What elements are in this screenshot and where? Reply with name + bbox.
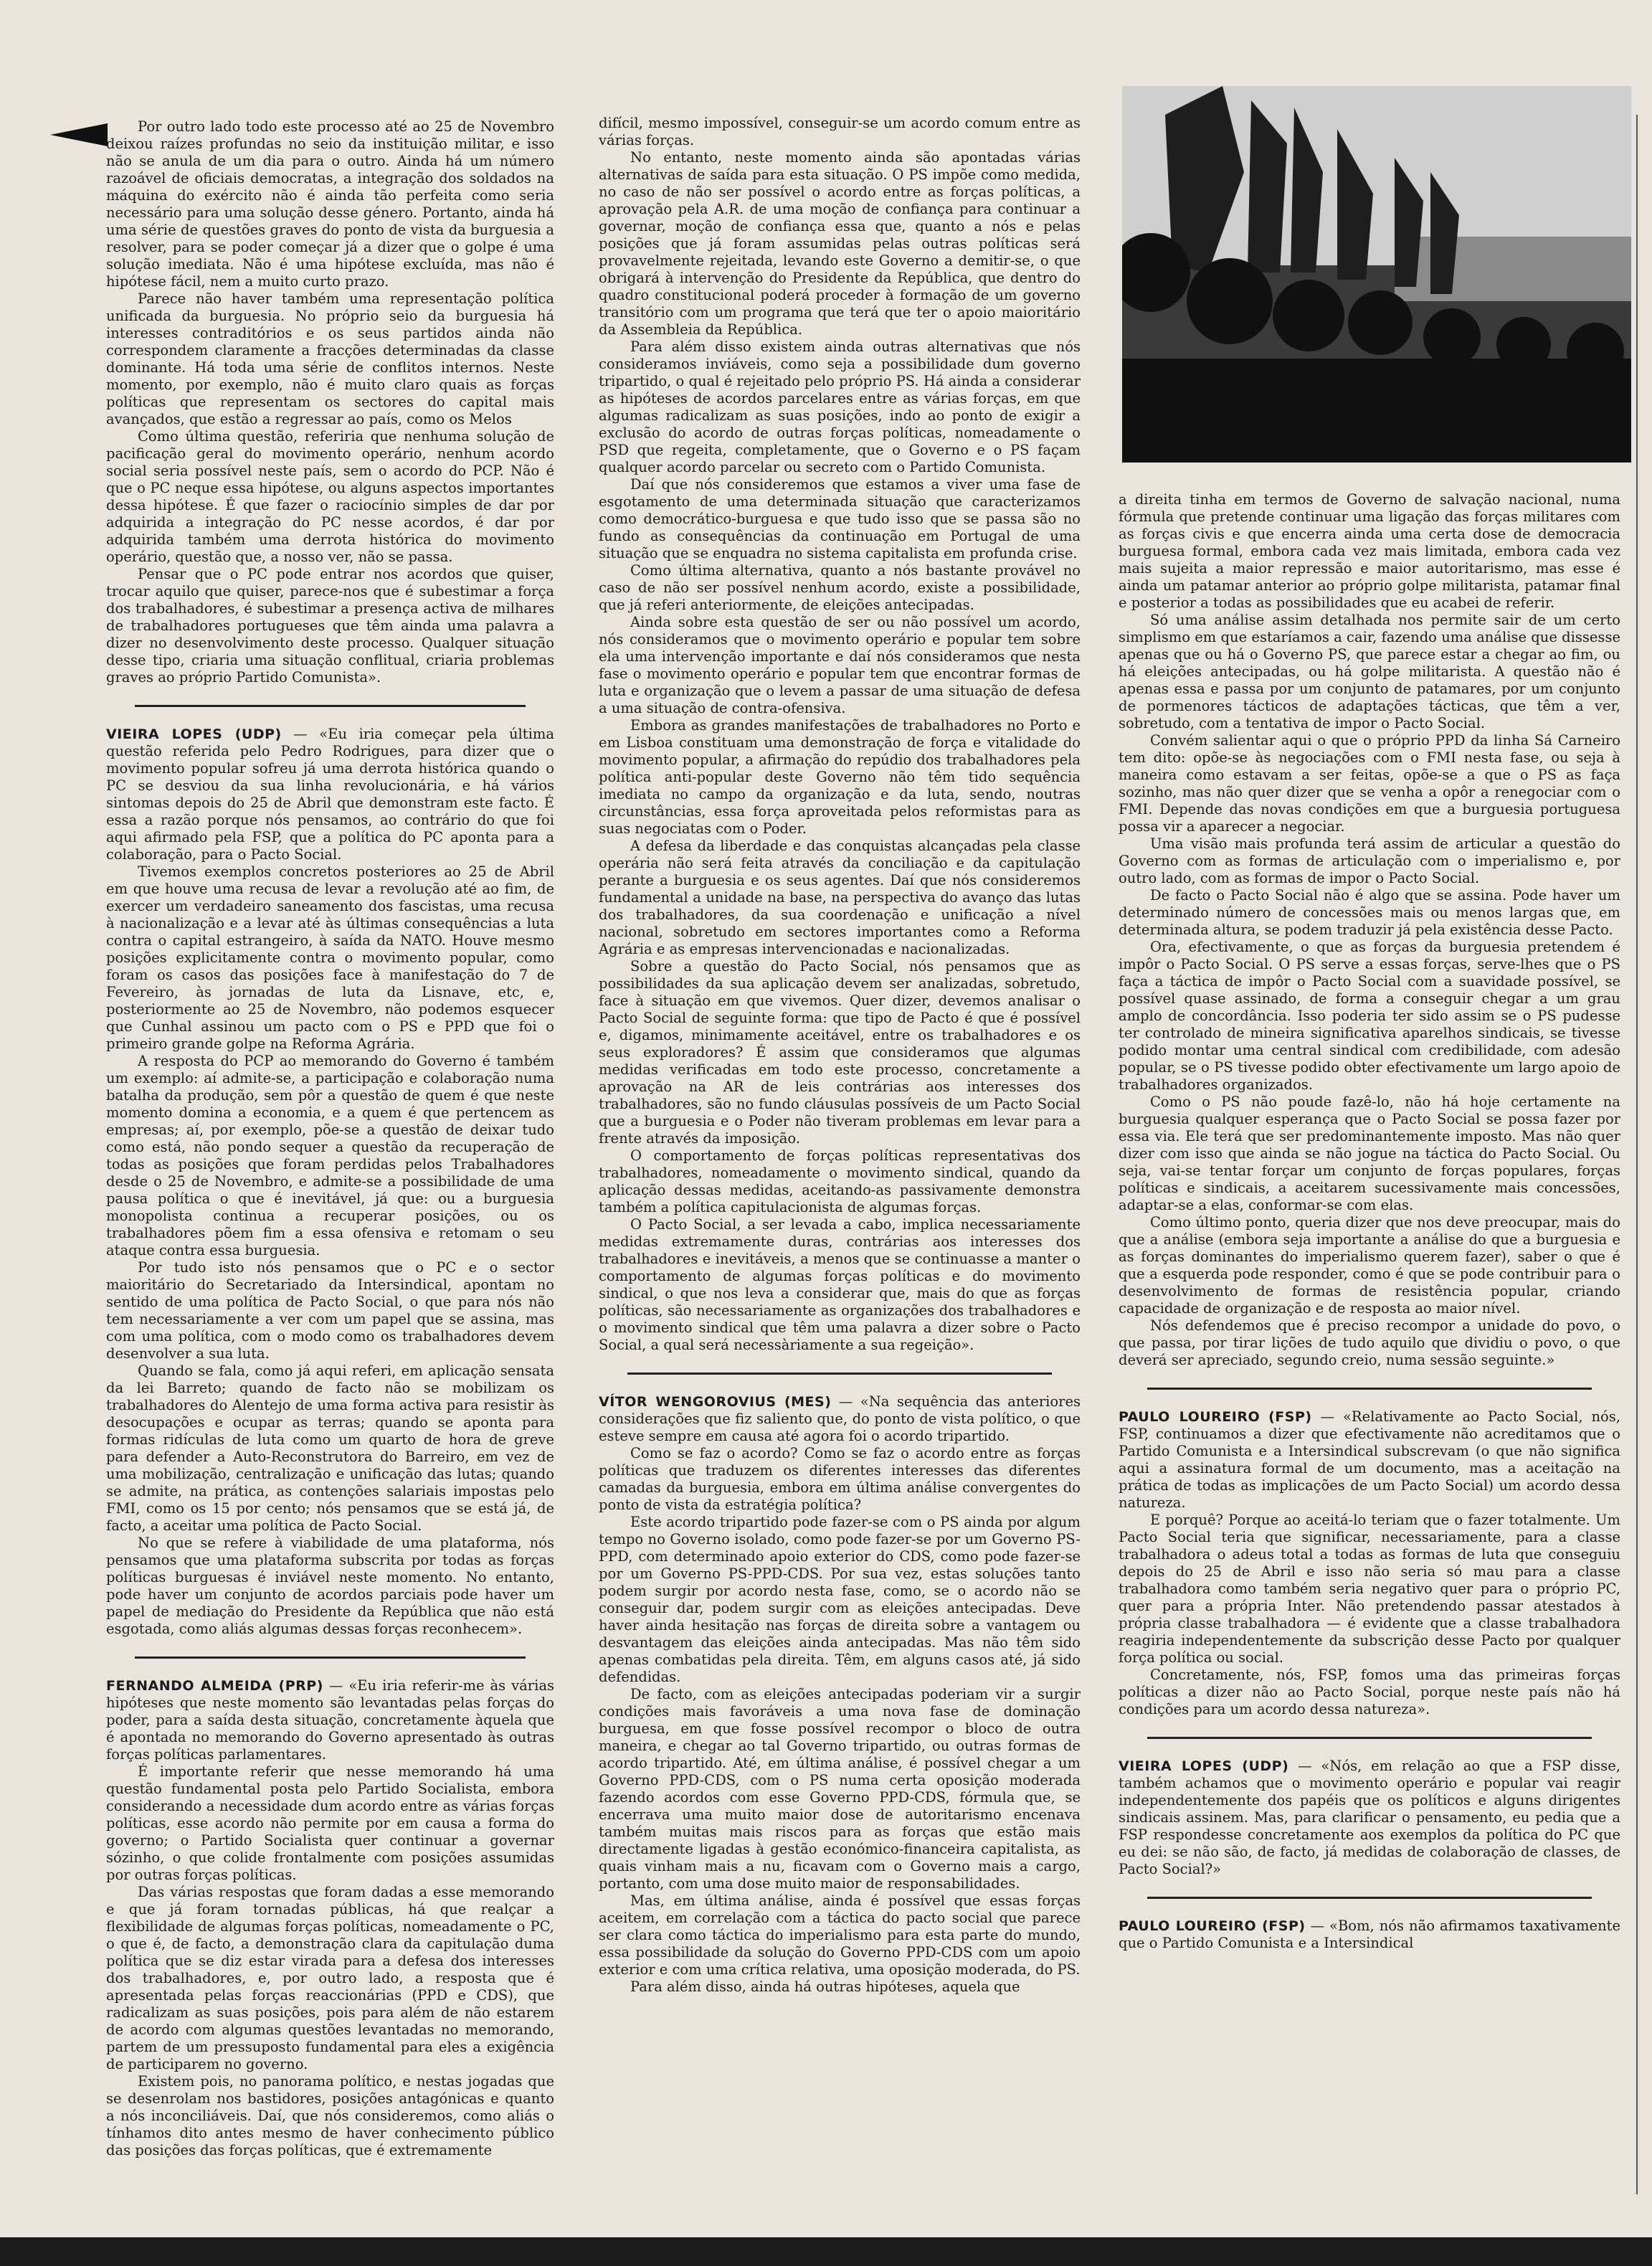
paragraph: a direita tinha em termos de Governo de salvação nacional, numa fórmula que pretende continuar uma ligação das forças militares com as forças civis e que encerra ainda uma certa dose de democracia burguesa formal, embora cada vez mais limitada, embora cada vez mais sujeita a maior repressão e maior autoritarismo, mas esse é ainda um patamar anterior ao próprio golpe militarista, patamar final e posterior a todas as possibilidades que eu acabei de referir. — [1119, 491, 1620, 611]
speaker-name: VIEIRA LOPES (UDP) — [1119, 1758, 1289, 1774]
speech-paulo-loureiro — [1119, 1408, 1620, 1512]
divider — [1147, 1897, 1592, 1899]
speech-text: — «Relativamente ao Pacto Social, nós, FSP, continuamos a dizer que efectivamente não acreditamos que o Partido Comunista e a Intersindical subscrevam (o que não significa aqui a assinatura formal de um documento, mas a aceitação na prática de todas as implicações de um Pacto Social) um acordo dessa natureza. — [1119, 1408, 1620, 1511]
divider — [627, 1373, 1052, 1375]
paragraph: No que se refere à viabilidade de uma plataforma, nós pensamos que uma plataforma subscrita por todas as forças políticas burguesas é inviável neste momento. No entanto, pode haver um conjunto de acordos parciais pode haver um papel de mediação do Presidente da República que não está esgotada, como aliás algumas dessas forças reconhecem». — [106, 1535, 554, 1637]
paragraph: Por outro lado todo este processo até ao 25 de Novembro deixou raízes profundas no seio da instituição militar, e isso não se anula de um dia para o outro. Ainda há um número razoável de oficiais democratas, a integração dos soldados na máquina do exército não é ainda tão perfeita como seria necessário para uma solução desse género. Portanto, ainda há uma série de questões graves do ponto de vista da burguesia a resolver, para se poder começar já a dizer que o golpe é uma solução imediata. Não é uma hipótese excluída, mas não é hipótese fácil, nem a muito curto prazo. — [106, 118, 554, 290]
scan-bottom-edge — [0, 2237, 1652, 2266]
speech-text: — «Nós, em relação ao que a FSP disse, também achamos que o movimento operário e popular vai reagir independentemente dos papéis que os políticos e alguns dirigentes sindicais assinem. Mas, para clarificar o pensamento, eu pedia que a FSP respondesse concretamente aos exemplos da política do PC que eu dei: se não são, de facto, já medidas de colaboração de classes, de Pacto Social?» — [1119, 1758, 1620, 1877]
paragraph: A resposta do PCP ao memorando do Governo é também um exemplo: aí admite-se, a participação e colaboração numa batalha da produção, sem pôr a questão de quem é que neste momento domina a economia, e a quem é que pertencem as empresas; aí, por exemplo, põe-se a questão de deixar tudo como está, não pondo sequer a questão da recuperação de todas as posições que foram perdidas pelos Trabalhadores desde o 25 de Novembro, e admite-se a possibilidade de uma pausa política o que é inevitável, já que: ou a burguesia monopolista continua a recuperar posições, ou os trabalhadores põem fim a essa ofensiva e retomam o seu ataque contra essa burguesia. — [106, 1053, 554, 1258]
paragraph: Por tudo isto nós pensamos que o PC e o sector maioritário do Secretariado da Intersindical, apontam no sentido de uma política de Pacto Social, o que para nós não tem necessariamente a ver com um papel que se assina, mas com uma política, com o modo como os trabalhadores devem desenvolver a sua luta. — [106, 1259, 554, 1362]
speaker-name: VÍTOR WENGOROVIUS (MES) — [599, 1394, 832, 1410]
paragraph: Sobre a questão do Pacto Social, nós pensamos que as possibilidades da sua aplicação devem ser analizadas, sobretudo, face à situação em que vivemos. Quer dizer, devemos analisar o Pacto Social de seguinte forma: que tipo de Pacto é que é possível e, digamos, minimamente aceitável, entre os trabalhadores e os seus exploradores? É assim que consideramos que algumas medidas verificadas em todo este processo, concretamente a aprovação na AR de leis contrárias aos interesses dos trabalhadores, são no fundo cláusulas possíveis de um Pacto Social que a burguesia e o Poder não tiveram problemas em levar para a frente através da imposição. — [599, 958, 1081, 1147]
paragraph: É importante referir que nesse memorando há uma questão fundamental posta pelo Partido Socialista, embora considerando a necessidade dum acordo entre as várias forças políticas, esse acordo não permite por em causa a forma do governo; o Partido Socialista quer continuar a governar sózinho, o que colide frontalmente com posições assumidas por outras forças políticas. — [106, 1763, 554, 1883]
divider — [135, 705, 526, 707]
paragraph: Este acordo tripartido pode fazer-se com o PS ainda por algum tempo no Governo isolado, como pode fazer-se por um Governo PS-PPD, com determinado apoio exterior do CDS, como pode fazer-se por um Governo PS-PPD-CDS. Por sua vez, estas soluções tanto podem surgir por acordo nesta fase, como, se o acordo não se conseguir dar, podem surgir com as eleições antecipadas. Deve haver ainda hesitação nas forças de direita sobre a vantagem ou desvantagem das eleições ainda antecipadas. Mas não têm sido apenas combatidas pela direita. Têm, em alguns casos até, já sido defendidas. — [599, 1514, 1081, 1685]
paragraph: Das várias respostas que foram dadas a esse memorando e que já foram tornadas públicas, há que realçar a flexibilidade de algumas forças políticas, nomeadamente o PC, o que é, de facto, a demonstração clara da capitulação duma política que se diz estar virada para a defesa dos interesses dos trabalhadores, e, por outro lado, a resposta que é apresentada pelas forças reaccionárias (PPD e CDS), que radicalizam as suas posições, pois para além de não estarem de acordo com algumas questões levantadas no memorando, partem de um pressuposto fundamental para eles a exigência de participarem no governo. — [106, 1884, 554, 2072]
speech-vitor-wengorovius — [599, 1393, 1081, 1445]
divider — [135, 1656, 526, 1659]
speech-text: — «Na sequência das anteriores considerações que fiz saliento que, do ponto de vista político, o que esteve sempre em causa até agora foi o acordo tripartido. — [599, 1393, 1081, 1444]
paragraph: Mas, em última análise, ainda é possível que essas forças aceitem, em correlação com a táctica do pacto social que parece ser clara como táctica do imperialismo para esta parte do mundo, essa possibilidade da solução do Governo PPD-CDS com um apoio exterior e com uma crítica relativa, uma oposição moderada, do PS. — [599, 1892, 1081, 1978]
paragraph: E porquê? Porque ao aceitá-lo teriam que o fazer totalmente. Um Pacto Social teria que significar, necessariamente, para a classe trabalhadora o adeus total a todas as formas de luta que conseguiu depois do 25 de Abril e isso não seria só mau para a classe trabalhadora como também seria negativo quer para o próprio PC, quer para a própria Inter. Não pretendendo passar atestados à própria classe trabalhadora — é evidente que a classe trabalhadora reagiria independentemente da subscrição desse Pacto por qualquer força política ou social. — [1119, 1512, 1620, 1666]
paragraph: Embora as grandes manifestações de trabalhadores no Porto e em Lisboa constituam uma demonstração de força e vitalidade do movimento popular, a afirmação do repúdio dos trabalhadores pela política anti-popular deste Governo não têm tido sequência imediata no campo da organização e da luta, sendo, noutras circunstâncias, essa força aproveitada pelos reformistas para as suas negociatas com o Poder. — [599, 717, 1081, 837]
speech-text: — «Eu iria começar pela última questão referida pelo Pedro Rodrigues, para dizer que o movimento popular sofreu já uma derrota histórica quando o PC se desviou da sua linha revolucionária, e há vários sintomas depois do 25 de Abril que demonstram este facto. É essa a razão porque nós pensamos, ao contrário do que foi aqui afirmado pela FSP, que a política do PC aponta para a colaboração, para o Pacto Social. — [106, 726, 554, 863]
demonstration-photo — [1122, 86, 1631, 463]
divider — [1147, 1737, 1592, 1739]
paragraph: Quando se fala, como já aqui referi, em aplicação sensata da lei Barreto; quando de facto não se mobilizam os trabalhadores do Alentejo de uma forma activa para resistir às desocupações e ocupar as terras; quando se aponta para formas ridículas de luta como um quarto de hora de greve para defender a Auto-Reconstrutora do Barreiro, em vez de uma mobilização, centralização e unificação das lutas; quando se admite, na prática, as contenções salariais impostas pelo FMI, como os 15 por cento; nós pensamos que se está já, de facto, a aceitar uma política de Pacto Social. — [106, 1362, 554, 1534]
speech-text: — «Eu iria referir-me às várias hipóteses que neste momento são levantadas pelas forças do poder, para a saída desta situação, concretamente àquela que é apontada no memorando do Governo apresentado às outras forças políticas parlamentares. — [106, 1677, 555, 1763]
paragraph: Só uma análise assim detalhada nos permite sair de um certo simplismo em que estaríamos a cair, fazendo uma análise que dissesse apenas que ou há o Governo PS, que parece estar a chegar ao fim, ou há eleições antecipadas, ou há golpe militarista. A questão não é apenas essa e passa por um conjunto de patamares, por um conjunto de pormenores tácticos de adaptações tácticas, que têm a ver, sobretudo, com a tentativa de impor o Pacto Social. — [1119, 612, 1620, 731]
paragraph: A defesa da liberdade e das conquistas alcançadas pela classe operária não será feita através da conciliação e da capitulação perante a burguesia e os seus agentes. Daí que nós consideremos fundamental a unidade na base, na perspectiva do avanço das lutas dos trabalhadores, da sua coordenação e unificação a nível nacional, sobretudo em sectores importantes como a Reforma Agrária e as empresas intervencionadas e nacionalizadas. — [599, 838, 1081, 957]
divider — [1147, 1388, 1592, 1390]
paragraph: Concretamente, nós, FSP, fomos uma das primeiras forças políticas a dizer não ao Pacto Social, porque neste país não há condições para um acordo dessa natureza». — [1119, 1667, 1620, 1717]
column-1 — [106, 118, 554, 2159]
speaker-name: VIEIRA LOPES (UDP) — [106, 726, 282, 742]
paragraph: De facto, com as eleições antecipadas poderiam vir a surgir condições mais favoráveis a uma nova fase de dominação burguesa, em que fosse possível recompor o bloco de outra maneira, e chegar ao tal Governo tripartido, ou outras formas de acordo tripartido. Até, em última análise, é possível chegar a um Governo PPD-CDS, com o PS numa certa oposição moderada fazendo acordos com esse Governo PPD-CDS, fórmula que, se encerrava uma muito maior dose de autoritarismo encenava também muitas mais riscos para as forças que estão mais directamente ligadas à gestão económico-financeira capitalista, as quais vinham mais a nu, ficavam com o Governo mais a cargo, portanto, com uma dose muito maior de responsabilidades. — [599, 1686, 1081, 1892]
paragraph: Parece não haver também uma representação política unificada da burguesia. No próprio seio da burguesia há interesses contraditórios e os seus partidos ainda não correspondem claramente a fracções determinadas da classe dominante. Há toda uma série de conflitos internos. Neste momento, por exemplo, não é muito claro quais as forças políticas que representam os sectores do capital mais avançados, que estão a regressar ao país, como os Melos — [106, 290, 554, 427]
paragraph: Convém salientar aqui o que o próprio PPD da linha Sá Carneiro tem dito: opõe-se às negociações com o FMI nesta fase, ou seja à maneira como estavam a ser feitas, opõe-se a que o PS as faça sozinho, mas não quer dizer que se venha a opôr a renegociar com o FMI. Depende das novas condições em que a burguesia portuguesa possa vir a aparecer a negociar. — [1119, 732, 1620, 835]
paragraph: difícil, mesmo impossível, conseguir-se um acordo comum entre as várias forças. — [599, 115, 1081, 148]
paragraph: Uma visão mais profunda terá assim de articular a questão do Governo com as formas de articulação com o imperialismo e, por outro lado, com as formas de impor o Pacto Social. — [1119, 835, 1620, 886]
speech-vieira-lopes — [106, 726, 554, 863]
paragraph: De facto o Pacto Social não é algo que se assina. Pode haver um determinado número de concessões mais ou menos largas que, em determinada altura, se podem traduzir já pela existência desse Pacto. — [1119, 887, 1620, 938]
paragraph: Como última alternativa, quanto a nós bastante provável no caso de não ser possível nenhum acordo, existe a possibilidade, que já referi anteriormente, de eleições antecipadas. — [599, 562, 1081, 613]
speaker-name: PAULO LOUREIRO (FSP) — [1119, 1918, 1306, 1934]
paragraph: Tivemos exemplos concretos posteriores ao 25 de Abril em que houve uma recusa de levar a revolução até ao fim, de exercer um verdadeiro saneamento dos fascistas, uma recusa à nacionalização e a levar até às últimas consequências a luta contra o capital estrangeiro, à saída da NATO. Houve mesmo posições explicitamente contra o movimento popular, como foram os casos das posições face à manifestação do 7 de Fevereiro, às jornadas de luta da Lisnave, etc, e, posteriormente ao 25 de Novembro, não podemos esquecer que Cunhal assinou um pacto com o PS e PPD que foi o primeiro grande golpe na Reforma Agrária. — [106, 863, 554, 1052]
column-edge-line — [1636, 115, 1638, 2194]
speech-paulo-loureiro-2 — [1119, 1917, 1620, 1952]
column-3 — [1119, 491, 1620, 1952]
paragraph: Ainda sobre esta questão de ser ou não possível um acordo, nós consideramos que o movimento operário e popular tem sobre ela uma intervenção importante e daí nós consideramos que nesta fase o movimento operário e popular tem que encontrar formas de luta e organização que o levem a passar de uma situação de defesa a uma situação de contra-ofensiva. — [599, 614, 1081, 716]
paragraph: Pensar que o PC pode entrar nos acordos que quiser, trocar aquilo que quiser, parece-nos que é subestimar a força dos trabalhadores, é subestimar a presença activa de milhares de trabalhadores portugueses que têm ainda uma palavra a dizer no desenvolvimento deste processo. Qualquer situação desse tipo, criaria uma situação conflitual, criaria problemas graves ao próprio Partido Comunista». — [106, 566, 554, 686]
page-continue-arrow-icon — [50, 120, 108, 149]
paragraph: O comportamento de forças políticas representativas dos trabalhadores, nomeadamente o movimento sindical, quando da aplicação dessas medidas, aceitando-as passivamente demonstra também a política capitulacionista de algumas forças. — [599, 1147, 1081, 1215]
paragraph: Daí que nós consideremos que estamos a viver uma fase de esgotamento de uma determinada situação que caracterizamos como democrático-burguesa e que tudo isso que se passa são no fundo as consequências da continuação em Portugal de uma situação que se enquadra no sistema capitalista em profunda crise. — [599, 476, 1081, 561]
column-2 — [599, 115, 1081, 1996]
paragraph: Como último ponto, queria dizer que nos deve preocupar, mais do que a análise (embora seja importante a análise do que a burguesia e as forças dominantes do imperialismo querem fazer), saber o que é que a esquerda pode responder, como é que se pode contribuir para o desenvolvimento de formas de resistência popular, criando capacidade de organização e de resposta ao maior nível. — [1119, 1214, 1620, 1317]
paragraph: Como última questão, referiria que nenhuma solução de pacificação geral do movimento operário, nenhum acordo social seria possível neste país, sem o acordo do PCP. Não é que o PC neque essa hipótese, ou alguns aspectos importantes dessa hipótese. É que fazer o raciocínio simples de dar por adquirida a integração do PC nesse acordos, é dar por adquirida também uma derrota histórica do movimento operário, questão que, a nosso ver, não se passa. — [106, 428, 554, 565]
paragraph: Para além disso existem ainda outras alternativas que nós consideramos inviáveis, como seja a possibilidade dum governo tripartido, o qual é rejeitado pelo próprio PS. Há ainda a considerar as hipóteses de acordos parcelares entre as várias forças, em que algumas radicalizam as suas posições, indo ao ponto de exigir a exclusão do acordo de outras forças políticas, nomeadamente o PSD que regeita, completamente, que o Governo e o PS façam qualquer acordo parcelar ou secreto com o Partido Comunista. — [599, 338, 1081, 475]
speech-fernando-almeida — [106, 1677, 554, 1763]
speaker-name: FERNANDO ALMEIDA (PRP) — [106, 1678, 323, 1694]
paragraph: Como o PS não poude fazê-lo, não há hoje certamente na burguesia qualquer esperança que o Pacto Social se possa fazer por essa via. Ele terá que ser predominantemente imposto. Mas não quer dizer com isso que ainda se não jogue na táctica do Pacto Social. Ou seja, vai-se tentar forçar um conjunto de forças populares, forças políticas e sindicais, a aceitarem sucessivamente mais concessões, adaptar-se a elas, conformar-se com elas. — [1119, 1094, 1620, 1213]
speaker-name: PAULO LOUREIRO — [1119, 1409, 1261, 1425]
paragraph: Como se faz o acordo? Como se faz o acordo entre as forças políticas que traduzem os diferentes interesses das diferentes camadas da burguesia, embora em última análise convergentes do ponto de vista da estratégia política? — [599, 1445, 1081, 1513]
paragraph: Para além disso, ainda há outras hipóteses, aquela que — [630, 1978, 1020, 1995]
speaker-party: (FSP) — [1268, 1409, 1312, 1425]
paragraph: No entanto, neste momento ainda são apontadas várias alternativas de saída para esta situação. O PS impõe como medida, no caso de não ser possível o acordo entre as forças políticas, a aprovação pela A.R. de uma moção de confiança para continuar a governar, moção de confiança essa que, quanto a nós e pelas posições que já foram assumidas pelas outras políticas será provavelmente rejeitada, levando este Governo a demitir-se, o que obrigará à intervenção do Presidente da República, que dentro do quadro constitucional poderá proceder à formação de um governo transitório com um programa que terá que ter o apoio maioritário da Assembleia da República. — [599, 149, 1081, 338]
paragraph: O Pacto Social, a ser levada a cabo, implica necessariamente medidas extremamente duras, contrárias aos interesses dos trabalhadores e inevitáveis, a menos que se continuasse a manter o comportamento de algumas forças políticas e do movimento sindical, o que nos leva a considerar que, mais do que as forças políticas, são necessariamente as organizações dos trabalhadores e o movimento sindical que têm uma palavra a dizer sobre o Pacto Social, a qual será necessàriamente a sua regeição». — [599, 1216, 1081, 1353]
paragraph: Ora, efectivamente, o que as forças da burguesia pretendem é impôr o Pacto Social. O PS serve a essas forças, serve-lhes que o PS faça a táctica de impôr o Pacto Social com a suavidade possível, se possível quase assinado, de forma a conseguir chegar a um grau amplo de concordância. Isso poderia ter sido assim se o PS pudesse ter controlado de mineira significativa aparelhos sindicais, se tivesse podido montar uma central sindical com credibilidade, com adesão popular, se o PS tivesse podido obter efectivamente um largo apoio de trabalhadores organizados. — [1119, 939, 1620, 1093]
speech-vieira-lopes-2 — [1119, 1758, 1620, 1878]
paragraph: Nós defendemos que é preciso recompor a unidade do povo, o que passa, por tirar lições de tudo aquilo que dividiu o povo, o que deverá ser apreciado, segundo creio, numa sessão seguinte.» — [1119, 1317, 1620, 1368]
paragraph: Existem pois, no panorama político, e nestas jogadas que se desenrolam nos bastidores, posições antagónicas e quanto a nós inconciliáveis. Daí, que nós consideremos, como aliás o tínhamos dito antes mesmo de haver conhecimento público das posições das forças políticas, que é extremamente — [106, 2073, 554, 2158]
speech-text: — «Bom, nós não afirmamos taxativamente que o Partido Comunista e a Intersindical — [1119, 1917, 1621, 1951]
